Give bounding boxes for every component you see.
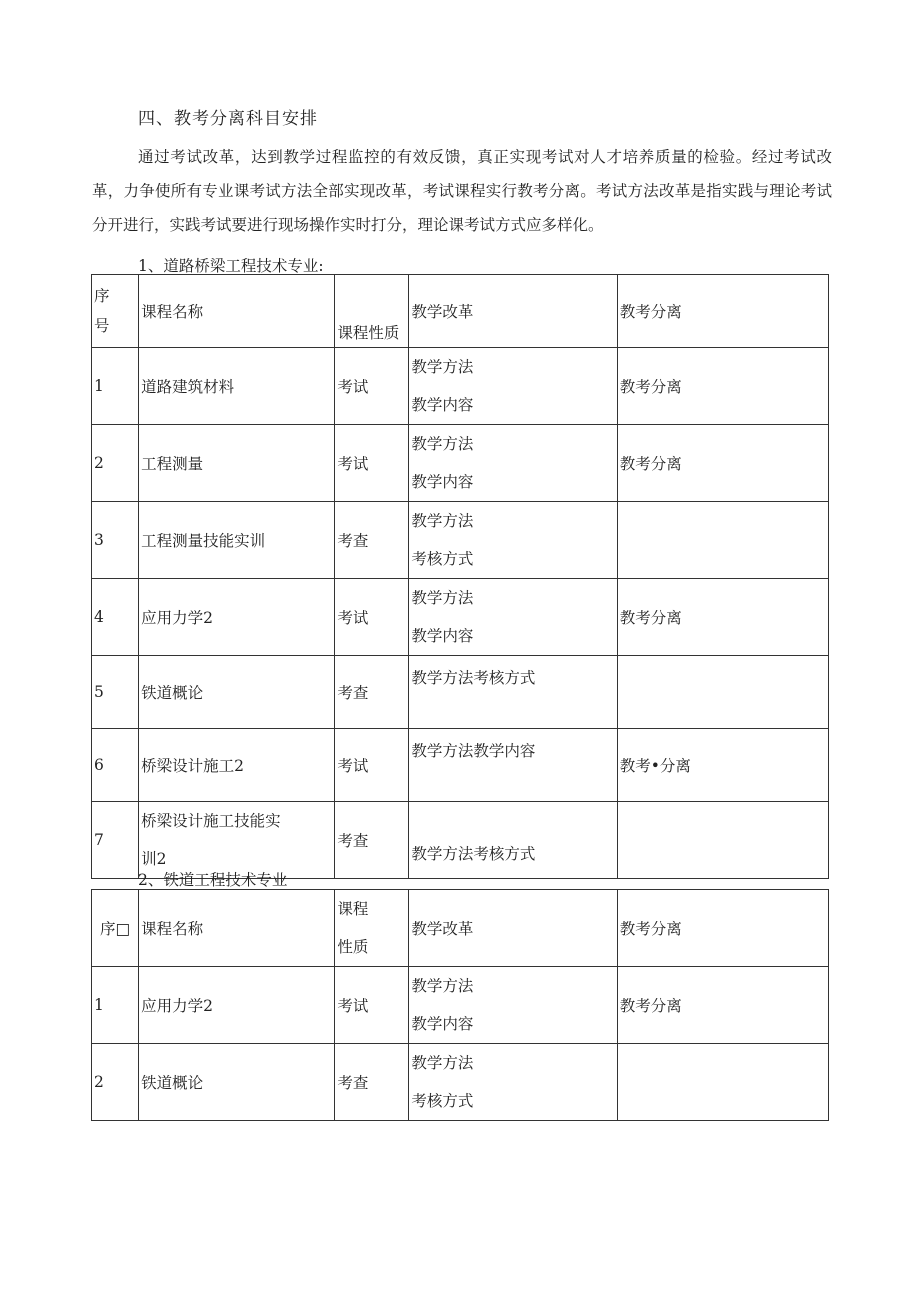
cell-name: 应用力学2 xyxy=(139,579,335,656)
table-row xyxy=(92,348,829,425)
header-seq: 序□ xyxy=(92,890,139,967)
cell-type: 考试 xyxy=(335,967,409,1044)
table-row xyxy=(92,967,829,1044)
cell-reform: 教学方法考核方式 xyxy=(409,802,617,879)
cell-seq: 7 xyxy=(92,802,139,879)
header-separation: 教考分离 xyxy=(617,890,828,967)
table-railway xyxy=(91,889,829,1121)
table-row xyxy=(92,729,829,802)
cell-seq: 1 xyxy=(92,348,139,425)
cell-name: 工程测量技能实训 xyxy=(139,502,335,579)
cell-seq: 2 xyxy=(92,1044,139,1121)
cell-name: 应用力学2 xyxy=(139,967,335,1044)
header-type: 课程性质 xyxy=(335,275,409,348)
header-type: 课程 性质 xyxy=(335,890,409,967)
cell-name: 桥梁设计施工2 xyxy=(139,729,335,802)
cell-reform: 教学方法 教学内容 xyxy=(409,348,617,425)
cell-type: 考查 xyxy=(335,502,409,579)
cell-separation xyxy=(617,802,828,879)
cell-reform: 教学方法教学内容 xyxy=(409,729,617,802)
table-header-row xyxy=(92,275,829,348)
table-header-row xyxy=(92,890,829,967)
table-row xyxy=(92,802,829,879)
cell-seq: 2 xyxy=(92,425,139,502)
cell-seq: 1 xyxy=(92,967,139,1044)
header-name: 课程名称 xyxy=(139,275,335,348)
header-separation: 教考分离 xyxy=(617,275,828,348)
cell-separation xyxy=(617,1044,828,1121)
header-reform: 教学改革 xyxy=(409,275,617,348)
cell-seq: 5 xyxy=(92,656,139,729)
table-row xyxy=(92,502,829,579)
cell-reform: 教学方法 考核方式 xyxy=(409,1044,617,1121)
section-heading: 四、教考分离科目安排 xyxy=(138,109,318,129)
cell-type: 考查 xyxy=(335,802,409,879)
header-reform: 教学改革 xyxy=(409,890,617,967)
cell-name: 桥梁设计施工技能实 训2 xyxy=(139,802,335,879)
header-seq: 序 号 xyxy=(92,275,139,348)
cell-name: 工程测量 xyxy=(139,425,335,502)
table2-title: 2、铁道工程技术专业 xyxy=(138,871,288,889)
cell-type: 考试 xyxy=(335,729,409,802)
cell-separation: 教考•分离 xyxy=(617,729,828,802)
cell-type: 考试 xyxy=(335,425,409,502)
cell-reform: 教学方法 教学内容 xyxy=(409,967,617,1044)
table-row xyxy=(92,425,829,502)
cell-separation xyxy=(617,656,828,729)
cell-name: 铁道概论 xyxy=(139,656,335,729)
cell-name: 铁道概论 xyxy=(139,1044,335,1121)
table-row xyxy=(92,1044,829,1121)
cell-reform: 教学方法 教学内容 xyxy=(409,425,617,502)
table-row xyxy=(92,656,829,729)
cell-seq: 6 xyxy=(92,729,139,802)
cell-seq: 4 xyxy=(92,579,139,656)
cell-name: 道路建筑材料 xyxy=(139,348,335,425)
cell-separation xyxy=(617,502,828,579)
cell-separation: 教考分离 xyxy=(617,967,828,1044)
cell-type: 考试 xyxy=(335,579,409,656)
cell-separation: 教考分离 xyxy=(617,425,828,502)
intro-paragraph xyxy=(92,140,832,242)
cell-type: 考查 xyxy=(335,1044,409,1121)
cell-type: 考查 xyxy=(335,656,409,729)
cell-reform: 教学方法 教学内容 xyxy=(409,579,617,656)
cell-seq: 3 xyxy=(92,502,139,579)
cell-separation: 教考分离 xyxy=(617,348,828,425)
table-road-bridge xyxy=(91,274,829,879)
cell-separation: 教考分离 xyxy=(617,579,828,656)
table1-title: 1、道路桥梁工程技术专业: xyxy=(138,257,324,275)
header-name: 课程名称 xyxy=(139,890,335,967)
table-row xyxy=(92,579,829,656)
intro-text: 通过考试改革，达到教学过程监控的有效反馈，真正实现考试对人才培养质量的检验。经过考试改革，力争使所有专业课考试方法全部实现改革，考试课程实行教考分离。考试方法改革是指实践与理论考试分开进行，实践考试要进行现场操作实时打分，理论课考试方式应多样化。 xyxy=(92,148,832,234)
cell-reform: 教学方法 考核方式 xyxy=(409,502,617,579)
cell-type: 考试 xyxy=(335,348,409,425)
cell-reform: 教学方法考核方式 xyxy=(409,656,617,729)
